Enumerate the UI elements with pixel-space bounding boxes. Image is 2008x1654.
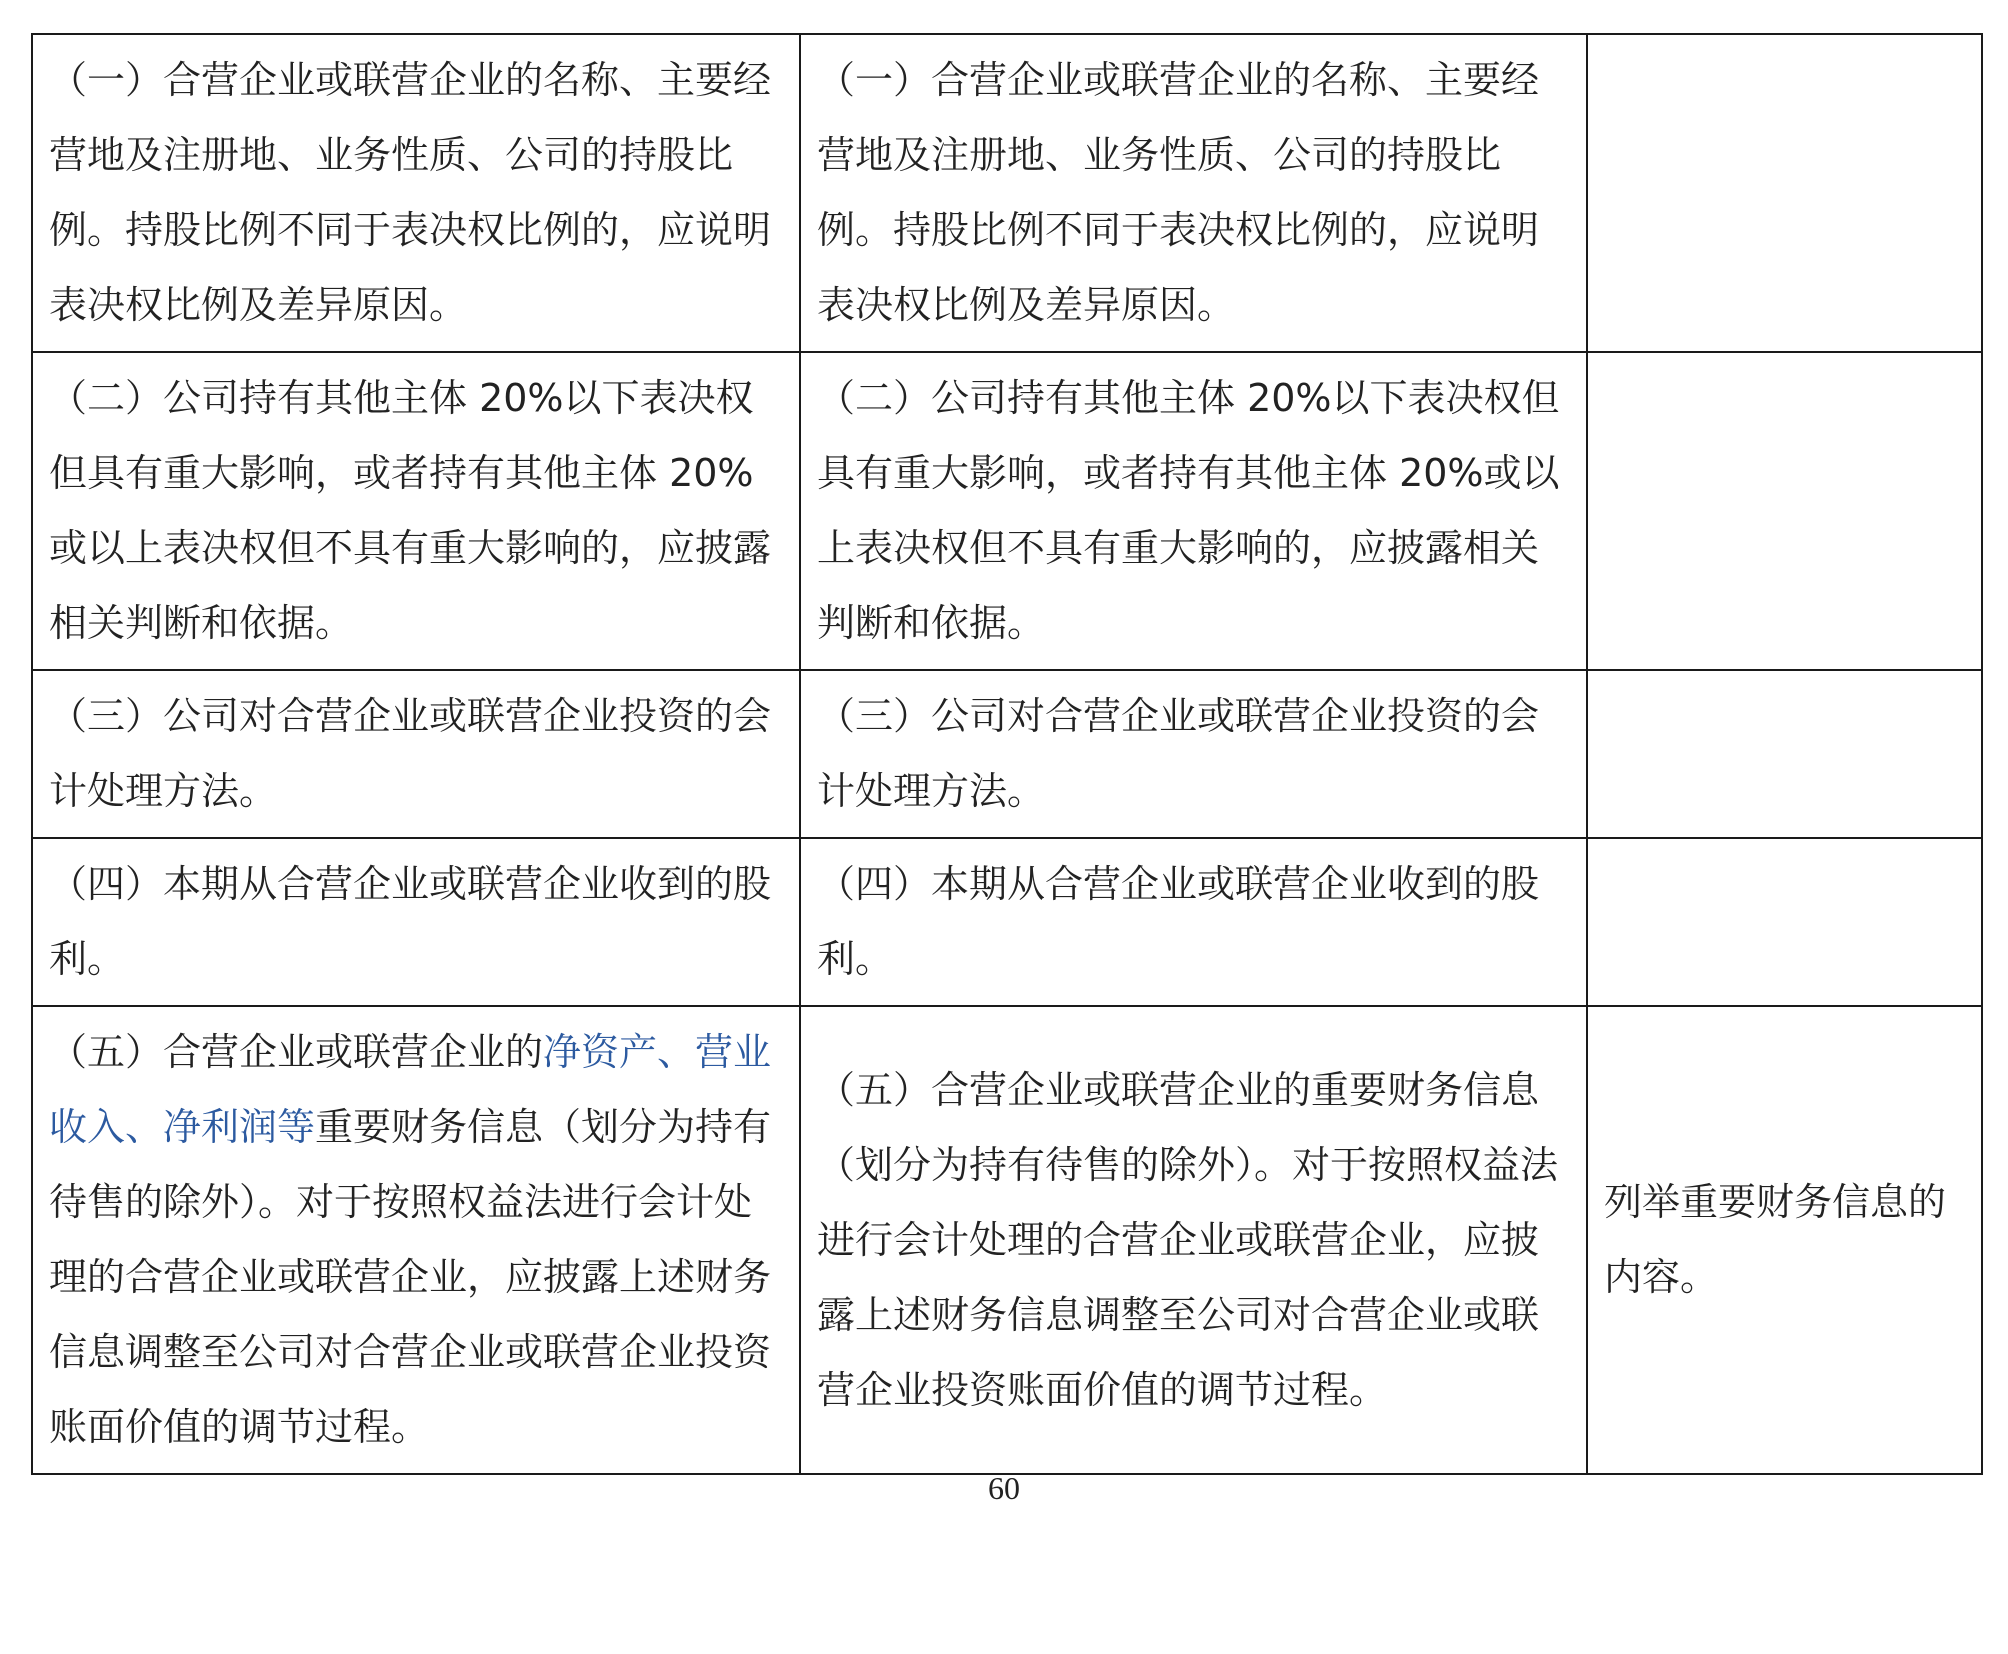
table-cell-note [1587,670,1982,838]
table-cell-revised: （一）合营企业或联营企业的名称、主要经营地及注册地、业务性质、公司的持股比例。持股比例不同于表决权比例的，应说明表决权比例及差异原因。 [32,34,800,352]
table-cell-original: （五）合营企业或联营企业的重要财务信息（划分为持有待售的除外）。对于按照权益法进行会计处理的合营企业或联营企业，应披露上述财务信息调整至公司对合营企业或联营企业投资账面价值的调节过程。 [800,1006,1587,1474]
table-row [32,34,1982,352]
table-cell-note [1587,352,1982,670]
table-row [32,838,1982,1006]
comparison-table [31,33,1983,1475]
table-cell-revised: （三）公司对合营企业或联营企业投资的会计处理方法。 [32,670,800,838]
table-cell-original: （四）本期从合营企业或联营企业收到的股利。 [800,838,1587,1006]
table-cell-note: 列举重要财务信息的内容。 [1587,1006,1982,1474]
highlighted-revision-text: 净资产、营业收入、净利润等 [49,1030,772,1149]
table-cell-original: （三）公司对合营企业或联营企业投资的会计处理方法。 [800,670,1587,838]
cell-text-suffix: 重要财务信息（划分为持有待售的除外）。对于按照权益法进行会计处理的合营企业或联营企业，应披露上述财务信息调整至公司对合营企业或联营企业投资账面价值的调节过程。 [49,1105,772,1449]
table-cell-revised: （二）公司持有其他主体 20%以下表决权但具有重大影响，或者持有其他主体 20%或以上表决权但不具有重大影响的，应披露相关判断和依据。 [32,352,800,670]
table-cell-revised: （四）本期从合营企业或联营企业收到的股利。 [32,838,800,1006]
table-cell-original: （二）公司持有其他主体 20%以下表决权但具有重大影响，或者持有其他主体 20%或以上表决权但不具有重大影响的，应披露相关判断和依据。 [800,352,1587,670]
cell-text-prefix: （五）合营企业或联营企业的 [49,1030,544,1074]
page-number: 60 [988,1470,1020,1506]
table-cell-note [1587,838,1982,1006]
table-row [32,670,1982,838]
table-row [32,1006,1982,1474]
table-row [32,352,1982,670]
table-cell-revised [32,1006,800,1474]
table-cell-note [1587,34,1982,352]
table-cell-original: （一）合营企业或联营企业的名称、主要经营地及注册地、业务性质、公司的持股比例。持股比例不同于表决权比例的，应说明表决权比例及差异原因。 [800,34,1587,352]
